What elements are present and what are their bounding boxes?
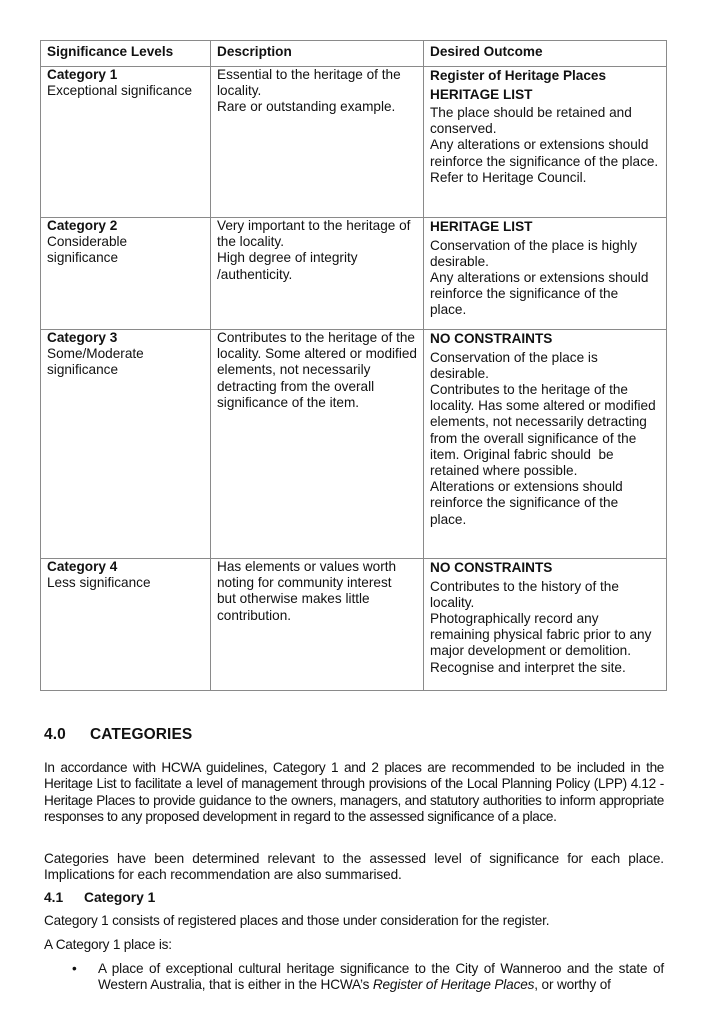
outcome-line: Contributes to the heritage of the locality. Has some altered or modified elements, not necessarily detracting from the overall significance of the item. Original fabric should be retained where possible. [430,381,660,478]
table-row [41,67,667,218]
section-title: CATEGORIES [90,726,193,743]
significance-level: Considerable significance [47,234,128,266]
outcome-line: Alterations or extensions should reinforce the significance of the place. [430,479,623,527]
category-label: Category 4 [47,559,118,574]
table-header-row [41,41,667,67]
outcome-line: Any alterations or extensions should reinforce the significance of the place. [430,269,649,318]
table-row [41,559,667,691]
section-number: 4.0 [44,726,66,743]
header-desired-outcome: Desired Outcome [424,41,667,67]
bullet-text: A place of exceptional cultural heritage significance to the City of Wanneroo and the state of Western Australia, that is either in the HCWA’s [98,961,664,993]
subsection-heading [44,890,155,905]
bullet-text-tail: , or worthy of [534,977,611,993]
category1-criteria-list [44,961,664,994]
significance-level: Exceptional significance [47,83,193,99]
outcome-line: Conservation of the place is highly desirable. [430,237,638,269]
outcome-heading: HERITAGE LIST [430,86,533,102]
bullet-icon: • [72,961,77,976]
description-line: Contributes to the heritage of the locality. Some altered or modified elements, not necessarily detracting from the overall significance of the item. [217,330,417,410]
description-line: Essential to the heritage of the locality. [217,67,401,99]
outcome-line: Contributes to the history of the locality. [430,578,619,610]
outcome-line: Any alterations or extensions should reinforce the significance of the place. [430,137,659,169]
description-cell [211,218,424,330]
significance-cell [41,330,211,559]
register-title-italic: Register of Heritage Places [372,977,535,993]
category1-definition-paragraph: Category 1 consists of registered places and those under consideration for the register. [44,913,550,928]
outcome-line: Recognise and interpret the site. [430,659,626,675]
table-row [41,218,667,330]
category-label: Category 3 [47,330,118,345]
outcome-cell [424,330,667,559]
subsection-title: Category 1 [84,890,156,905]
table-row [41,330,667,559]
outcome-line: Photographically record any remaining physical fabric prior to any major development or demolition. [430,610,652,659]
category1-intro-paragraph: A Category 1 place is: [44,937,172,952]
list-item [44,961,664,994]
significance-table [40,40,667,691]
description-cell [211,559,424,691]
outcome-heading: HERITAGE LIST [430,219,533,234]
description-line: Very important to the heritage of the locality. [217,218,411,250]
section-heading [44,726,192,744]
outcome-line: Conservation of the place is desirable. [430,349,598,381]
category-label: Category 2 [47,218,118,233]
categories-determination-paragraph: Categories have been determined relevant to the assessed level of significance for each place. Implications for each recommendation are also summarised. [44,851,664,883]
outcome-heading: Register of Heritage Places [430,68,607,83]
outcome-heading: NO CONSTRAINTS [430,560,553,575]
significance-level: Some/Moderate significance [47,346,144,378]
outcome-cell [424,67,667,218]
significance-cell [41,218,211,330]
outcome-cell [424,218,667,330]
description-line: High degree of integrity /authenticity. [217,250,358,282]
subsection-number: 4.1 [44,890,64,905]
outcome-cell [424,559,667,691]
outcome-line: Refer to Heritage Council. [430,169,587,185]
significance-level: Less significance [47,575,151,591]
categories-intro-paragraph: In accordance with HCWA guidelines, Category 1 and 2 places are recommended to be included in the Heritage List to facilitate a level of management through provisions of the Local Planning Policy (LPP) 4.12 - Heritage Places to provide guidance to the owners, managers, and statutory authorities to inform appropriate responses to any proposed development in regard to the assessed significance of a place. [44,760,664,824]
outcome-heading: NO CONSTRAINTS [430,331,553,346]
description-line: Rare or outstanding example. [217,99,396,115]
description-cell [211,67,424,218]
outcome-line: The place should be retained and conserved. [430,105,632,137]
description-line: Has elements or values worth noting for community interest but otherwise makes little contribution. [217,559,397,623]
description-cell [211,330,424,559]
significance-cell [41,559,211,691]
significance-cell [41,67,211,218]
header-description: Description [211,41,424,67]
category-label: Category 1 [47,67,118,82]
header-significance-levels: Significance Levels [41,41,211,67]
